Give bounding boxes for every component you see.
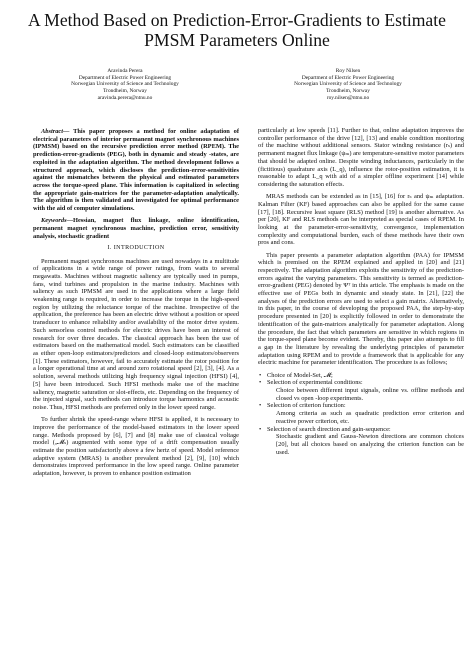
list-item-description: Choice between different input signals, online vs. offline methods and closed vs open -loop experiments.: [276, 387, 464, 402]
paper-title: A Method Based on Prediction-Error-Gradients to Estimate PMSM Parameters Online: [28, 10, 446, 50]
diamond-bullet-icon: •: [259, 371, 262, 379]
left-column: [33, 128, 239, 658]
list-item: [258, 372, 464, 380]
abstract: [33, 128, 239, 213]
diamond-bullet-icon: •: [259, 402, 262, 410]
keywords: [33, 217, 239, 240]
body-paragraph: MRAS methods can be extended as in [15], [16] for rₛ and ψₘ adaptation. Kalman Filter (KF) based approaches can also be applied for the same cause [17], [18]. Recursive least square (RLS) method [19] is another alternative. As per [20], KF and RLS methods can be interpreted as special cases of RPEM. In looking at the parameter-error-sensitivity, convergence, implementation complexity and computational burden, each of these methods have their own pros and cons.: [258, 193, 464, 247]
list-item-label: Selection of experimental conditions:: [267, 379, 363, 387]
author-block-2: [248, 68, 448, 102]
body-paragraph: Permanent magnet synchronous machines are used nowadays in a multitude of applications in a wide range of power ratings, from watts to several megawatts. Machines without magnetic saliency are typically used in pumps, fans, wind turbines and propulsion in the marine industry. Machines with saliency as such IPMSM are used in the applications where a large field weakening range is required, in order to increase the torque in the high-speed region by utilizing the reluctance torque of the machine. Irrespective of the application, the preference has been an electric drive without a position or speed transducer to enhance reliability and/or availability of the motor drive system. Such sensorless control methods for electric drives have been an interest of research for over three decades. The classical approach has been the use of estimators based on the mathematical model. Such estimators can be classified as either open-loop estimators/predictors and closed-loop estimators/observers [1]. These estimators, however, fail to accurately estimate the rotor position for a longer operational time at and around zero rotational speed [2], [3], [4]. As a solution, several methods utilizing high frequency signal injection (HFSI) [4], [5] have been introduced. Such HFSI methods make use of the machine saliency, magnetic saturation or slot-effects, etc. Depending on the frequency of the injected signal, such methods can introduce torque harmonics and acoustic noise. Thus, HFSI methods are preferred only in the lower speed range.: [33, 257, 239, 411]
section-heading: I. INTRODUCTION: [107, 244, 165, 251]
author-name: Roy Nilsen: [335, 68, 361, 74]
author-university: Norwegian University of Science and Technology: [294, 81, 402, 88]
abstract-text: This paper proposes a method for online adaptation of electrical parameters of interior permanent magnet synchronous machines (IPMSM) based on the recursive prediction error method (RPEM). The prediction-error-gradients (PEG), both in dynamic and steady -states, are exploited in the adaptation algorithm. The method development follows a structured approach, which discloses the prediction-error-sensitivities against the mismatches between the physical and estimated parameters across the torque-speed plane. This information is capitalized in selecting the appropriate gain-matrices for the parameter-adaptation analytically. The algorithm is then validated and investigated for optimal performance with the aid of computer simulations.: [33, 128, 239, 213]
body-paragraph: To further shrink the speed-range where HFSI is applied, it is necessary to improve the performance of the model-based estimators in the lower speed range. Methods proposed by [6], [7] and [8] make use of classical voltage model (ᵤ𝓜ₛ) augmented with some type of a drift compensation usually estimate the position satisfactorily above a few hertz of speed. Model reference adaptive system (MRAS) is another prevalent method [2], [9], [10] which demonstrates improved performance in the low speed range. Online parameter adaptation, however, is proven to enhance position estimation: [33, 416, 239, 478]
keywords-text: Hessian, magnet flux linkage, online identification, permanent magnet synchronous machine, prediction error, sensitivity analysis, stochastic gradient: [33, 217, 239, 240]
list-item-label: Selection of search direction and gain-sequence:: [267, 425, 391, 433]
procedure-list: [258, 372, 464, 457]
author-university: Norwegian University of Science and Technology: [71, 81, 179, 88]
right-column: [258, 127, 464, 657]
list-item: [258, 379, 464, 402]
abstract-label: Abstract—: [41, 128, 70, 135]
list-item-label: Choice of Model-Set, 𝓜;: [267, 371, 333, 379]
author-city: Trondheim, Norway: [103, 88, 147, 95]
author-name: Aravinda Perera: [107, 68, 143, 74]
keywords-label: Keywords—: [41, 217, 73, 225]
author-department: Department of Electric Power Engineering: [301, 74, 395, 81]
body-paragraph: particularly at low speeds [11]. Further to that, online adaptation improves the controller performance of the drive [12], [13] and enable condition monitoring of the machine without additional sensors. Stator winding resistance (rₛ) and permanent magnet flux linkage (ψₘ) are temperature-sensitive motor parameters that should be adapted online. Despite winding inductances, particularly in the (fictitious) quadrature axis (L_q), influence the rotor-position estimation, it is reasonable to adapt L_q with aid of a simpler offline experiment [14] while considering the saturation effects.: [258, 127, 464, 188]
author-email[interactable]: aravinda.perera@ntnu.no: [97, 94, 153, 101]
list-item: [258, 402, 464, 425]
list-item-description: Stochastic gradient and Gauss-Newton directions are common choices [20], but all choices based on analyzing the criterion function can be used.: [276, 433, 464, 456]
author-department: Department of Electric Power Engineering: [78, 74, 172, 81]
list-item-description: Among criteria as such as quadratic prediction error criterion and reactive power criterion, etc.: [276, 410, 464, 425]
diamond-bullet-icon: •: [259, 379, 262, 387]
author-city: Trondheim, Norway: [326, 88, 370, 95]
author-block-1: [25, 68, 225, 102]
list-item-label: Selection of criterion function:: [267, 402, 346, 410]
list-item: [258, 426, 464, 457]
body-paragraph: This paper presents a parameter adaptation algorithm (PAA) for IPMSM which is premised on the RPEM explained and applied in [20] and [21] respectively. The adaptation algorithm exploits the sensitivity of the prediction-errors against the varying parameters. This sensitivity is termed as prediction-error-gradient (PEG) denoted by Ψᵀ in this article. The emphasis is made on the effective use of PEGs both in dynamic and steady state. In [21], [22] the analyses of the prediction errors are used to select a gain matrix. Alternatively, in this paper, in the course of developing the proposed PAA, the step-by-step procedure presented in [20] is explicitly followed in order to demonstrate the identification of the gain-matrices analytically for parameter adaptation. Along the procedure, the fact that which parameters are sensitive in which regions in the torque-speed plane become evident. Thereby, this paper also attempts to fill a gap in the literature by revealing the underlying principles of parameter adaptation using RPEM and to provide a framework that is applicable for any electric machine for parameter identification. The procedure is as follows;: [258, 251, 464, 367]
diamond-bullet-icon: •: [259, 425, 262, 433]
author-email[interactable]: roy.nilsen@ntnu.no: [326, 94, 370, 101]
